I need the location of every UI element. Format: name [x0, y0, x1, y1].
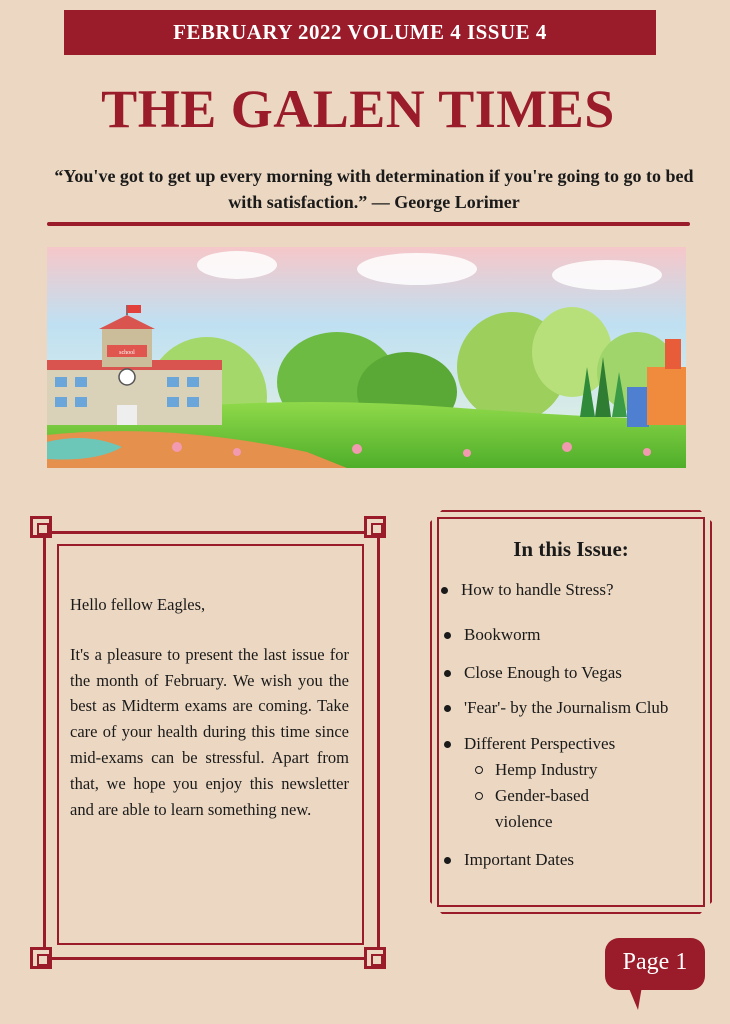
toc-item: Different Perspectives — [464, 734, 615, 754]
letter-greeting: Hello fellow Eagles, — [70, 595, 206, 614]
toc-item: Bookworm — [464, 625, 541, 645]
cloud — [552, 260, 662, 290]
toc-item: How to handle Stress? — [461, 580, 614, 600]
school-landscape-illustration — [47, 247, 686, 468]
bullet-icon — [441, 587, 448, 594]
frame-corner-ornament — [364, 947, 386, 969]
header-divider — [47, 222, 690, 226]
cloud — [197, 251, 277, 279]
toc-subitem: Hemp Industry — [495, 760, 597, 780]
cloud — [357, 253, 477, 285]
masthead-title: THE GALEN TIMES — [101, 79, 615, 139]
toc-subitem: Gender-based — [495, 786, 589, 806]
page-number-badge: Page 1 — [605, 938, 705, 990]
frame-corner-ornament — [364, 516, 386, 538]
bullet-icon — [444, 857, 451, 864]
toc-title: In this Issue: — [513, 537, 629, 561]
toc-item: Important Dates — [464, 850, 574, 870]
toc-item: Close Enough to Vegas — [464, 663, 622, 683]
circle-bullet-icon — [475, 766, 483, 774]
frame-corner-ornament — [30, 947, 52, 969]
bullet-icon — [444, 670, 451, 677]
svg-text:school: school — [119, 350, 135, 356]
quote — [18, 163, 730, 215]
quote-line-2: with satisfaction.” — George Lorimer — [228, 192, 520, 212]
toc-subitem-continued: violence — [495, 812, 553, 831]
letter-body: It's a pleasure to present the last issue for the month of February. We wish you the best as Midterm exams are coming. Take care of your health during this time since mid-exams can be stressful. Apart from that, we hope you enjoy this newsletter and are able to learn something new. — [70, 644, 349, 819]
bullet-icon — [444, 632, 451, 639]
bullet-icon — [444, 741, 451, 748]
quote-line-1: “You've got to get up every morning with determination if you're going to go to bed — [54, 166, 694, 186]
circle-bullet-icon — [475, 792, 483, 800]
speech-tail-icon — [628, 986, 642, 1010]
issue-banner: FEBRUARY 2022 VOLUME 4 ISSUE 4 — [64, 10, 656, 55]
toc-item: 'Fear'- by the Journalism Club — [464, 698, 668, 718]
editor-letter — [70, 592, 349, 846]
frame-corner-ornament — [30, 516, 52, 538]
bullet-icon — [444, 705, 451, 712]
